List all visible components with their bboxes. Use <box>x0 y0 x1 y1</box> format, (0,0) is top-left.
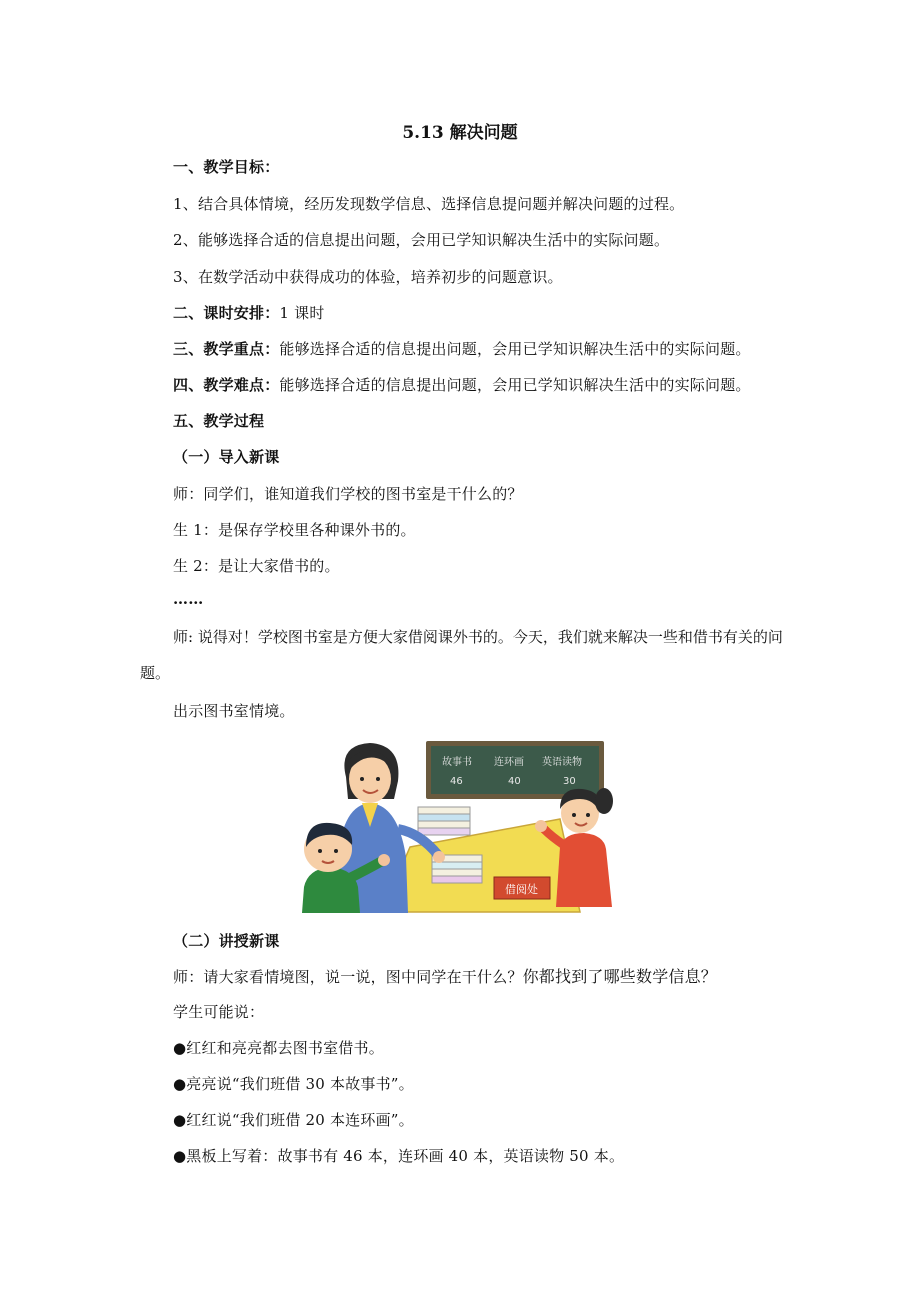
teacher-question-part2: 你都找到了哪些数学信息？ <box>522 967 718 986</box>
schedule-label: 二、课时安排： <box>173 304 280 322</box>
process-heading: 五、教学过程 <box>173 412 265 430</box>
key-point-label: 三、教学重点： <box>173 340 280 358</box>
bullet-item-1: ●红红和亮亮都去图书室借书。 <box>173 1039 384 1057</box>
board-value-comics: 40 <box>508 776 521 787</box>
dialogue-line-3: 生 2：是让大家借书的。 <box>173 557 340 575</box>
board-label-comics: 连环画 <box>494 757 524 768</box>
objective-item-2: 2、能够选择合适的信息提出问题，会用已学知识解决生活中的实际问题。 <box>173 231 670 249</box>
students-may-say: 学生可能说： <box>173 1003 265 1021</box>
board-value-english: 30 <box>563 776 576 787</box>
teacher-question-line <box>173 964 717 987</box>
bullet-item-2: ●亮亮说“我们班借 30 本故事书”。 <box>173 1075 414 1093</box>
part1-heading: （一）导入新课 <box>173 448 280 466</box>
ellipsis-line: …… <box>173 590 204 608</box>
show-scene-line: 出示图书室情境。 <box>173 702 295 720</box>
part2-heading: （二）讲授新课 <box>173 932 280 950</box>
bullet-item-3: ●红红说“我们班借 20 本连环画”。 <box>173 1111 414 1129</box>
difficulty-label: 四、教学难点： <box>173 376 280 394</box>
schedule-line <box>173 302 325 323</box>
teacher-paragraph: 师: 说得对！学校图书室是方便大家借阅课外书的。今天，我们就来解决一些和借书有关的问题。 <box>140 628 783 682</box>
page-title: 5.13 解决问题 <box>402 123 518 143</box>
difficulty-line <box>173 374 751 395</box>
library-illustration <box>298 737 632 913</box>
difficulty-value: 能够选择合适的信息提出问题，会用已学知识解决生活中的实际问题。 <box>279 376 751 394</box>
key-point-value: 能够选择合适的信息提出问题，会用已学知识解决生活中的实际问题。 <box>279 340 751 358</box>
board-label-english: 英语读物 <box>542 757 582 768</box>
key-point-line <box>173 338 751 359</box>
book-stack-back <box>418 807 470 835</box>
objective-item-3: 3、在数学活动中获得成功的体验，培养初步的问题意识。 <box>173 268 563 286</box>
desk-sign-text: 借阅处 <box>505 883 538 896</box>
board-value-storybooks: 46 <box>450 776 463 787</box>
objectives-heading: 一、教学目标： <box>173 158 280 176</box>
teacher-question-part1: 师：请大家看情境图，说一说，图中同学在干什么？ <box>173 968 523 986</box>
bullet-item-4: ●黑板上写着：故事书有 46 本，连环画 40 本，英语读物 50 本。 <box>173 1147 625 1165</box>
schedule-value: 1 课时 <box>279 304 325 322</box>
dialogue-line-1: 师：同学们，谁知道我们学校的图书室是干什么的？ <box>173 485 523 503</box>
board-label-storybooks: 故事书 <box>442 757 472 768</box>
objective-item-1: 1、结合具体情境，经历发现数学信息、选择信息提问题并解决问题的过程。 <box>173 195 685 213</box>
dialogue-line-2: 生 1：是保存学校里各种课外书的。 <box>173 521 416 539</box>
